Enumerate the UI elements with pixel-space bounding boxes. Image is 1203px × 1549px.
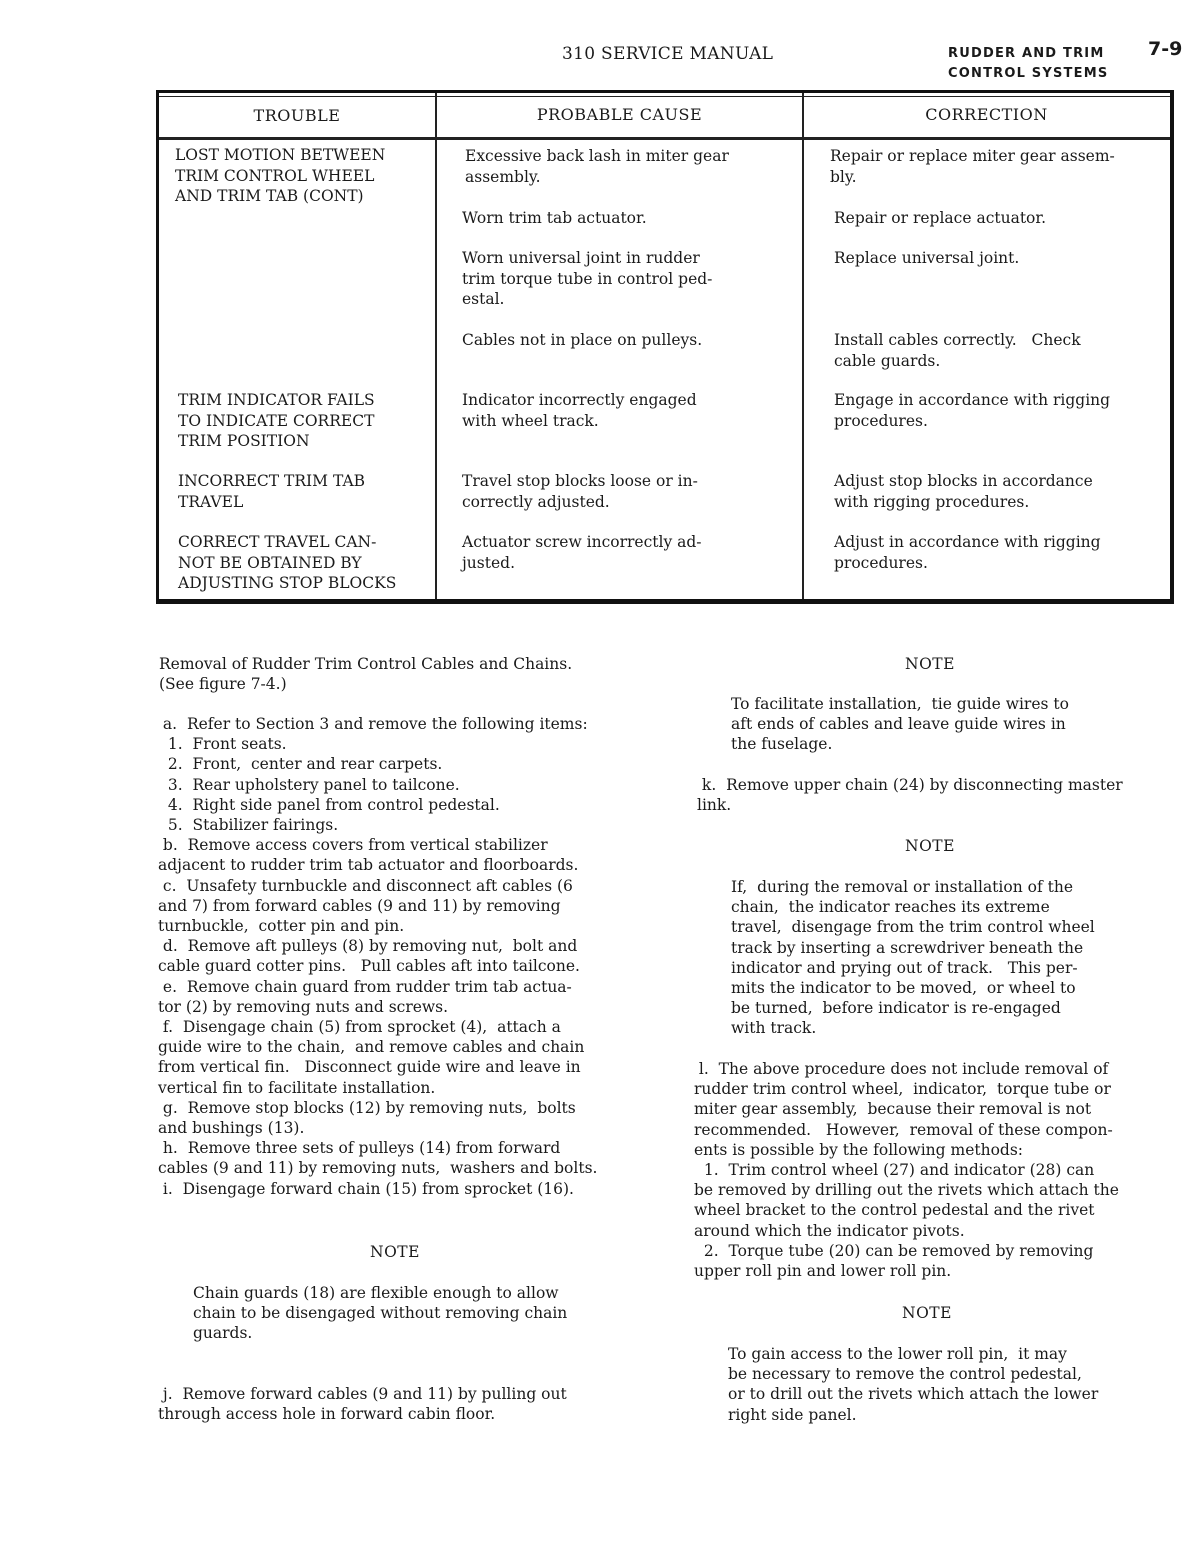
right-note3-text: To gain access to the lower roll pin, it may be necessary to remove the control pedestal, or to drill out the rivets which attach the lower right side panel. [728,1345,1099,1424]
table-top-inner-rule [159,96,1170,97]
right-note1-text: To facilitate installation, tie guide wires to aft ends of cables and leave guide wires in the fuselage. [731,695,1069,754]
right-note2-text: If, during the removal or installation of the chain, the indicator reaches its extreme travel, disengage from the trim control wheel track by inserting a screwdriver beneath the indicator and prying out of track. This per- mits the indicator to be moved, or wheel to be turned, before indicator is re-engaged with track. [731,878,1095,1038]
section-title-line2: CONTROL SYSTEMS [948,66,1109,81]
table-cell-correction: Adjust stop blocks in accordance with rigging procedures. [834,472,1093,511]
table-cell-cause: Indicator incorrectly engaged with wheel track. [462,391,697,430]
right-step-k: k. Remove upper chain (24) by disconnecting master link. [697,776,1123,815]
table-cell-cause: Cables not in place on pulleys. [462,331,703,349]
left-note-label: NOTE [370,1243,420,1261]
table-cell-correction: Repair or replace miter gear assem- bly. [830,147,1115,186]
col-header-cause: PROBABLE CAUSE [536,105,703,124]
table-cell-cause: Travel stop blocks loose or in- correctly adjusted. [462,472,698,511]
left-heading: Removal of Rudder Trim Control Cables and Chains. (See figure 7-4.) [159,655,573,694]
table-cell-trouble: INCORRECT TRIM TAB TRAVEL [178,472,366,511]
table-cell-cause: Worn universal joint in rudder trim torque tube in control ped- estal. [462,249,713,308]
right-step-l: l. The above procedure does not include removal of rudder trim control wheel, indicator, torque tube or miter gear assembly, because their removal is not recommended. However, removal of these compon- ents is possible by the following methods: 1. Trim control wheel (27) and indicator (28) can be removed by drilling out the rivets which attach the wheel bracket to the control pedestal and the rivet around which the indicator pivots. 2. Torque tube (20) can be removed by removing upper roll pin and lower roll pin. [694,1060,1119,1281]
col-header-trouble: TROUBLE [253,106,341,125]
table-divider-1 [435,93,437,599]
right-note1-label: NOTE [905,655,955,673]
section-title-line1: RUDDER AND TRIM [948,46,1105,61]
right-note2-label: NOTE [905,837,955,855]
page-number: 7-9 [1148,38,1183,60]
table-cell-correction: Repair or replace actuator. [834,209,1047,227]
table-header-rule [159,137,1170,140]
table-divider-2 [802,93,804,599]
table-cell-trouble: LOST MOTION BETWEEN TRIM CONTROL WHEEL AND TRIM TAB (CONT) [175,146,386,205]
left-note-text: Chain guards (18) are flexible enough to allow chain to be disengaged without removing chain guards. [193,1284,568,1343]
troubleshooting-table [156,90,1174,604]
table-cell-correction: Install cables correctly. Check cable guards. [834,331,1081,370]
left-steps: a. Refer to Section 3 and remove the following items: 1. Front seats. 2. Front, center and rear carpets. 3. Rear upholstery panel to tailcone. 4. Right side panel from control pedestal. 5. Stabilizer fairings. b. Remove access covers from vertical stabilizer adjacent to rudder trim tab actuator and floorboards. c. Unsafety turnbuckle and disconnect aft cables (6 and 7) from forward cables (9 and 11) by removing turnbuckle, cotter pin and pin. d. Remove aft pulleys (8) by removing nut, bolt and cable guard cotter pins. Pull cables aft into tailcone. e. Remove chain guard from rudder trim tab actua- tor (2) by removing nuts and screws. f. Disengage chain (5) from sprocket (4), attach a guide wire to the chain, and remove cables and chain from vertical fin. Disconnect guide wire and leave in vertical fin to facilitate installation. g. Remove stop blocks (12) by removing nuts, bolts and bushings (13). h. Remove three sets of pulleys (14) from forward cables (9 and 11) by removing nuts, washers and bolts. i. Disengage forward chain (15) from sprocket (16). [158,715,598,1198]
manual-title: 310 SERVICE MANUAL [562,44,774,64]
table-cell-cause: Excessive back lash in miter gear assembly. [465,147,729,186]
table-cell-correction: Replace universal joint. [834,249,1020,267]
left-step-j: j. Remove forward cables (9 and 11) by pulling out through access hole in forward cabin floor. [158,1385,567,1424]
col-header-correction: CORRECTION [925,105,1048,124]
right-note3-label: NOTE [902,1304,952,1322]
table-cell-correction: Adjust in accordance with rigging procedures. [834,533,1101,572]
table-cell-cause: Worn trim tab actuator. [462,209,647,227]
section-title [948,44,1108,84]
table-cell-trouble: CORRECT TRAVEL CAN- NOT BE OBTAINED BY ADJUSTING STOP BLOCKS [178,533,397,592]
table-cell-cause: Actuator screw incorrectly ad- justed. [462,533,702,572]
table-cell-trouble: TRIM INDICATOR FAILS TO INDICATE CORRECT TRIM POSITION [178,391,375,450]
table-cell-correction: Engage in accordance with rigging procedures. [834,391,1111,430]
